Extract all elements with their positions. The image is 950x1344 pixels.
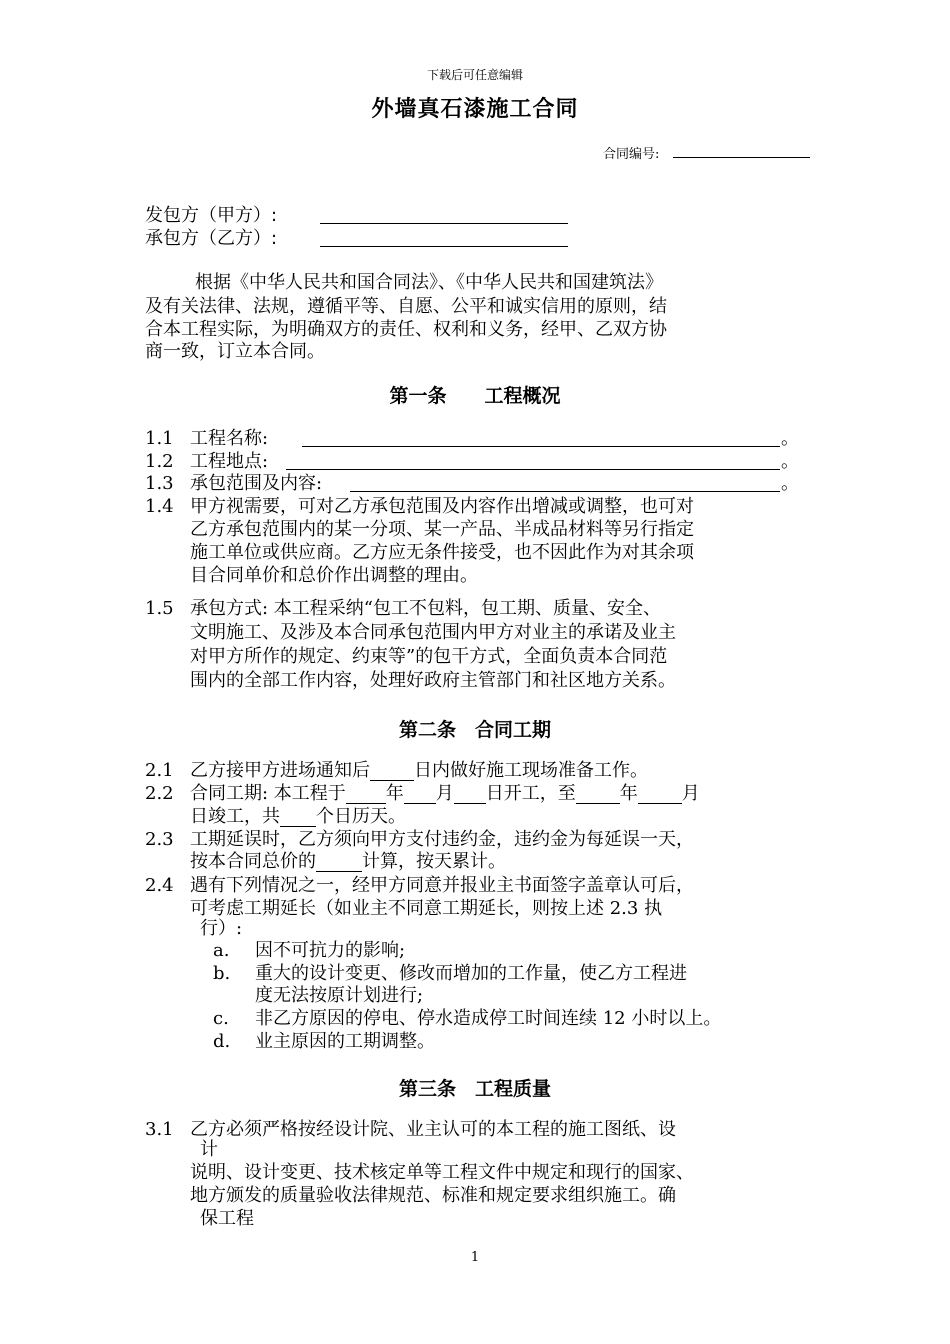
clause-number: 1.4 (145, 496, 174, 517)
clause-end: 。 (781, 473, 799, 494)
clause-text-part: 按本合同总价的 (190, 851, 316, 872)
clause-number: 1.2 (145, 451, 174, 472)
clause-number: 1.1 (145, 428, 174, 449)
article-3-heading: 第三条 工程质量 (398, 1078, 551, 1100)
contractor-blank (320, 246, 568, 247)
clause-label: 工程名称: (190, 428, 269, 449)
contract-number-label: 合同编号: (603, 147, 660, 162)
clause-text: 文明施工、及涉及本合同承包范围内甲方对业主的承诺及业主 (190, 622, 676, 643)
clause-text-part: 日竣工，共 (190, 806, 280, 827)
start-year-blank (346, 786, 386, 804)
clause-text: 对甲方所作的规定、约束等”的包干方式，全面负责本合同范 (190, 646, 668, 667)
clause-number: 1.3 (145, 473, 174, 494)
document-title: 外墙真石漆施工合同 (371, 96, 579, 122)
end-month-blank (638, 786, 682, 804)
list-item-text: 非乙方原因的停电、停水造成停工时间连续 12 小时以上。 (255, 1008, 722, 1029)
list-item-text: 重大的设计变更、修改而增加的工作量，使乙方工程进 (255, 963, 687, 984)
clause-text: 可考虑工期延长（如业主不同意工期延长，则按上述 2.3 执 (190, 898, 663, 919)
clause-text-part: 年 (385, 783, 404, 804)
end-year-blank (576, 786, 620, 804)
page-number: 1 (470, 1250, 480, 1265)
clause-end: 。 (781, 428, 799, 449)
clause-text (190, 761, 648, 781)
clause-text-part: 日开工，至 (485, 783, 576, 804)
start-day-blank (454, 786, 486, 804)
project-name-blank (302, 446, 780, 447)
clause-label: 工程地点: (190, 451, 269, 472)
preamble-line: 合本工程实际，为明确双方的责任、权利和义务，经甲、乙双方协 (145, 319, 667, 340)
clause-number: 2.1 (145, 760, 174, 781)
clause-text-part: 月 (435, 783, 454, 804)
clause-text-part: 乙方接甲方进场通知后 (190, 760, 370, 781)
preamble-line: 及有关法律、法规，遵循平等、自愿、公平和诚实信用的原则，结 (145, 296, 667, 317)
clause-text: 保工程 (200, 1208, 254, 1229)
total-days-blank (280, 809, 316, 827)
clause-text: 计 (200, 1139, 218, 1160)
clause-text-part: 日内做好施工现场准备工作。 (414, 760, 648, 781)
clause-text: 遇有下列情况之一，经甲方同意并报业主书面签字盖章认可后， (190, 875, 694, 896)
clause-text (190, 852, 506, 872)
clause-text (190, 784, 700, 804)
clause-text-part: 年 (619, 783, 638, 804)
employer-label: 发包方（甲方）: (145, 205, 278, 226)
clause-number: 1.5 (145, 598, 174, 619)
list-item-text: 因不可抗力的影响; (255, 940, 406, 961)
preamble-line: 商一致，订立本合同。 (145, 341, 325, 362)
contract-number-blank (673, 157, 810, 158)
clause-text: 施工单位或供应商。乙方应无条件接受，也不因此作为对其余项 (190, 542, 694, 563)
clause-number: 2.4 (145, 875, 174, 896)
clause-text-part: 月 (681, 783, 700, 804)
clause-text: 目合同单价和总价作出调整的理由。 (190, 565, 478, 586)
clause-text (190, 807, 406, 827)
download-note: 下载后可任意编辑 (426, 68, 523, 82)
clause-text-part: 计算，按天累计。 (362, 851, 506, 872)
list-item-text: 业主原因的工期调整。 (255, 1031, 435, 1052)
clause-text-part: 个日历天。 (316, 806, 406, 827)
clause-text: 甲方视需要，可对乙方承包范围及内容作出增减或调整，也可对 (190, 496, 694, 517)
clause-number: 2.2 (145, 783, 174, 804)
clause-text: 工期延误时，乙方须向甲方支付违约金，违约金为每延误一天， (190, 829, 694, 850)
clause-label: 承包范围及内容: (190, 473, 323, 494)
clause-text: 乙方必须严格按经设计院、业主认可的本工程的施工图纸、设 (190, 1119, 676, 1140)
contractor-label: 承包方（乙方）: (145, 228, 278, 249)
list-item-mark: d. (213, 1031, 231, 1052)
clause-text: 地方颁发的质量验收法律规范、标准和规定要求组织施工。确 (190, 1185, 676, 1206)
project-location-blank (286, 469, 780, 470)
article-1-heading: 第一条 工程概况 (389, 385, 561, 407)
clause-text: 说明、设计变更、技术核定单等工程文件中规定和现行的国家、 (190, 1162, 694, 1183)
preamble-line: 根据《中华人民共和国合同法》、《中华人民共和国建筑法》 (195, 272, 663, 293)
penalty-rate-blank (316, 854, 362, 872)
employer-blank (320, 223, 568, 224)
scope-blank (350, 491, 780, 492)
list-item-mark: a. (213, 940, 230, 961)
clause-number: 3.1 (145, 1119, 174, 1140)
clause-text-part: 合同工期: 本工程于 (190, 783, 346, 804)
clause-text: 行）: (200, 918, 243, 939)
clause-text: 承包方式: 本工程采纳“包工不包料，包工期、质量、安全、 (190, 598, 661, 619)
list-item-mark: b. (213, 963, 231, 984)
clause-end: 。 (781, 451, 799, 472)
start-month-blank (404, 786, 436, 804)
clause-text: 围内的全部工作内容，处理好政府主管部门和社区地方关系。 (190, 670, 676, 691)
clause-number: 2.3 (145, 829, 174, 850)
clause-text: 乙方承包范围内的某一分项、某一产品、半成品材料等另行指定 (190, 519, 694, 540)
article-2-heading: 第二条 合同工期 (398, 719, 551, 741)
list-item-mark: c. (213, 1008, 229, 1029)
list-item-text: 度无法按原计划进行; (255, 985, 424, 1006)
days-blank (370, 763, 414, 781)
